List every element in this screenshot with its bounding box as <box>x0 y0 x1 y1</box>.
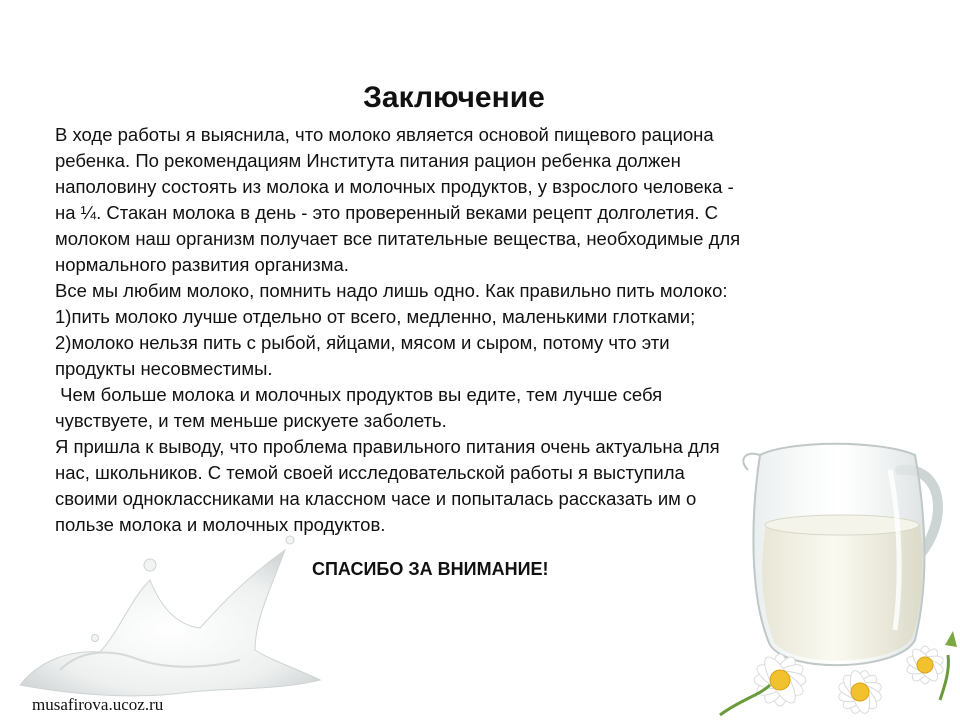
text-line: наполовину состоять из молока и молочных продуктов, у взрослого человека - <box>55 176 734 197</box>
text-line: чувствуете, и тем меньше рискуете заболеть. <box>55 410 447 431</box>
source-watermark: musafirova.ucoz.ru <box>32 695 164 714</box>
text-line: Все мы любим молоко, помнить надо лишь одно. Как правильно пить молоко: <box>55 280 728 301</box>
text-line: пользе молока и молочных продуктов. <box>55 514 386 535</box>
text-line: нас, школьников. С темой своей исследовательской работы я выступила <box>55 462 685 483</box>
closing-thanks: СПАСИБО ЗА ВНИМАНИЕ! <box>312 559 549 579</box>
text-line: Чем больше молока и молочных продуктов вы едите, тем лучше себя <box>55 384 663 405</box>
slide-title: Заключение <box>363 81 545 114</box>
text-line: продукты несовместимы. <box>55 358 273 379</box>
text-line: своими одноклассниками на классном часе и попыталась рассказать им о <box>55 488 697 509</box>
conclusion-text <box>55 122 855 538</box>
milk-splash-illustration <box>0 520 330 720</box>
text-line: Я пришла к выводу, что проблема правильного питания очень актуальна для <box>55 436 720 457</box>
text-line: 2)молоко нельзя пить с рыбой, яйцами, мясом и сыром, потому что эти <box>55 332 670 353</box>
text-line: ребенка. По рекомендациям Института питания рацион ребенка должен <box>55 150 681 171</box>
text-line: на ¼. Стакан молока в день - это проверенный веками рецепт долголетия. С <box>55 202 719 223</box>
text-line: 1)пить молоко лучше отдельно от всего, медленно, маленькими глотками; <box>55 306 696 327</box>
text-line: нормального развития организма. <box>55 254 349 275</box>
text-line: молоком наш организм получает все питательные вещества, необходимые для <box>55 228 741 249</box>
text-line: В ходе работы я выяснила, что молоко является основой пищевого рациона <box>55 124 714 145</box>
